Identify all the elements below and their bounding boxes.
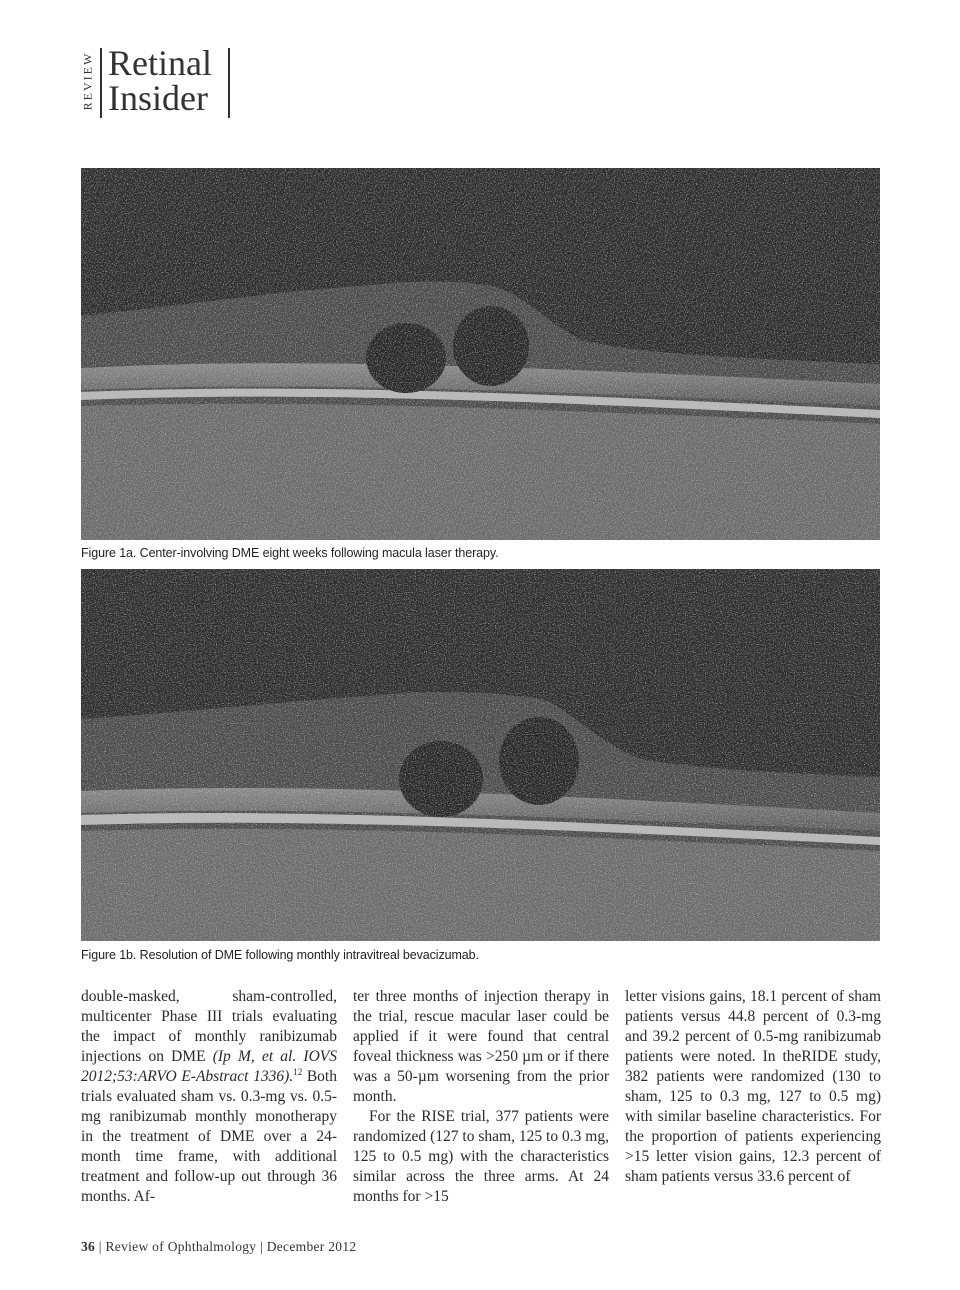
masthead-rule-right [228,48,230,118]
footer-separator: | [95,1239,106,1254]
masthead-rule-left [100,48,102,118]
column-title-line1: Retinal [108,43,212,83]
body-column-3 [625,987,881,1187]
figure-1a-oct-scan [81,168,880,540]
column-title-line2: Insider [108,78,208,118]
issue-date: December 2012 [266,1239,357,1254]
citation: (Ip M, et al. IOVS 2012;53:ARVO E-Abstract 1336). [81,1048,337,1085]
column-title [108,43,212,118]
figure-1b-caption: Figure 1b. Resolution of DME following monthly intravitreal bevacizumab. [81,948,479,962]
page-number: 36 [81,1239,96,1254]
reference-number: 12 [293,1066,303,1077]
body-text: double-masked, sham-controlled, multicenter Phase III trials evaluating the impact of monthly ranibizumab injections on DME [81,988,337,1065]
body-paragraph [81,987,337,1207]
section-tag: REVIEW [80,51,95,111]
body-column-2 [353,987,609,1207]
body-paragraph: letter visions gains, 18.1 percent of sham patients versus 44.8 percent of 0.3-mg and 39.2 percent of 0.5-mg ranibizumab patients were noted. In theRIDE study, 382 patients were randomized (130 to sham, 125 to 0.3 mg, 127 to 0.5 mg) with similar baseline characteristics. For the proportion of patients experiencing >15 letter vision gains, 12.3 percent of sham patients versus 33.6 percent of [625,988,881,1185]
page-footer [81,1239,356,1255]
footer-separator: | [256,1239,267,1254]
publication-name: Review of Ophthalmology [105,1239,257,1254]
body-paragraph: For the RISE trial, 377 patients were randomized (127 to sham, 125 to 0.3 mg, 125 to 0.5 mg) with the characteristics similar across the three arms. At 24 months for >15 [353,1108,609,1205]
body-text: Both trials evaluated sham vs. 0.3-mg vs. 0.5-mg ranibizumab monthly monotherapy in the treatment of DME over a 24-month time frame, with additional treatment and follow-up out through 36 months. Af- [81,1068,337,1205]
body-column-1 [81,987,337,1207]
body-paragraph: ter three months of injection therapy in the trial, rescue macular laser could be applied if it were found that central foveal thickness was >250 µm or if there was a 50-µm worsening from the prior month. [353,988,609,1105]
figure-1b-oct-scan [81,569,880,941]
figure-1a-caption: Figure 1a. Center-involving DME eight weeks following macula laser therapy. [81,546,499,560]
